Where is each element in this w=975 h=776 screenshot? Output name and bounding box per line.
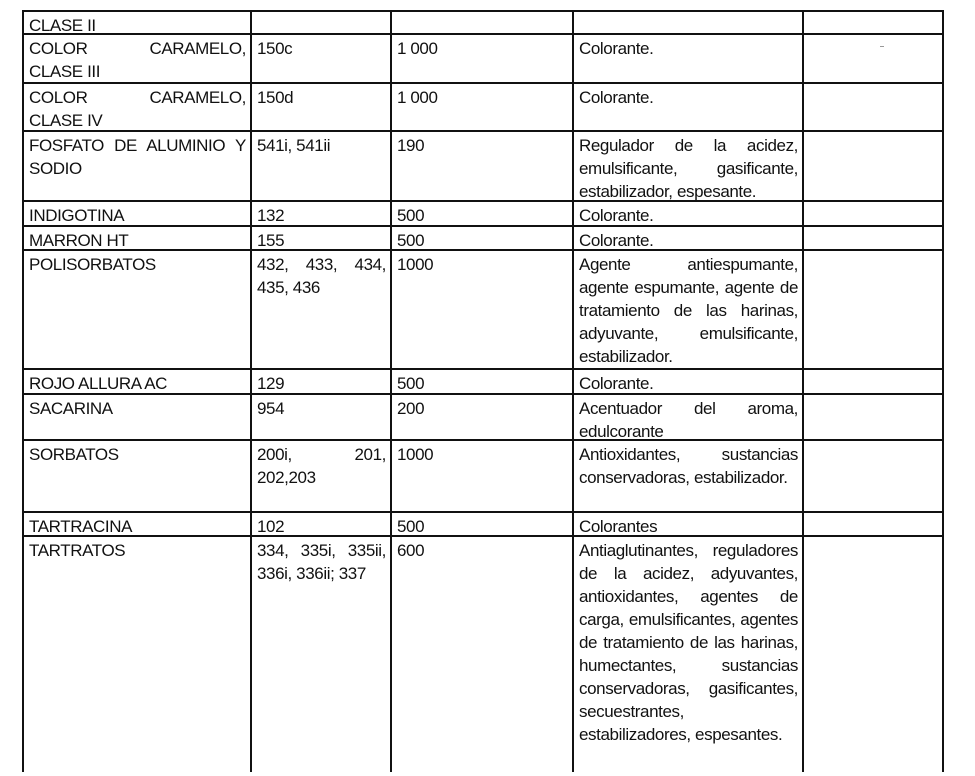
function-cell: Colorante. xyxy=(574,84,804,130)
empty-cell xyxy=(804,132,942,200)
function-cell: Antioxidantes, sustancias conservadoras, estabilizador. xyxy=(574,441,804,511)
table-row xyxy=(24,513,942,537)
additive-name-cell: FOSFATO DE ALUMINIO Y SODIO xyxy=(24,132,252,200)
empty-cell xyxy=(804,35,942,82)
max-level-cell xyxy=(392,12,574,33)
ins-number-cell: 200i, 201, 202,203 xyxy=(252,441,392,511)
table-row xyxy=(24,370,942,395)
empty-cell xyxy=(804,441,942,511)
additive-name-cell: ROJO ALLURA AC xyxy=(24,370,252,393)
table-row xyxy=(24,202,942,227)
ins-number-cell: 102 xyxy=(252,513,392,535)
table-row xyxy=(24,35,942,84)
scan-mark xyxy=(880,46,884,47)
function-cell: Colorante. xyxy=(574,370,804,393)
additive-name-cell: COLOR CARAMELO, CLASE IV xyxy=(24,84,252,130)
table-row xyxy=(24,132,942,202)
max-level-cell: 500 xyxy=(392,227,574,249)
ins-number-cell: 541i, 541ii xyxy=(252,132,392,200)
ins-number-cell: 432, 433, 434, 435, 436 xyxy=(252,251,392,368)
table-row xyxy=(24,395,942,441)
empty-cell xyxy=(804,395,942,439)
ins-number-cell xyxy=(252,12,392,33)
ins-number-cell: 129 xyxy=(252,370,392,393)
empty-cell xyxy=(804,513,942,535)
additives-table xyxy=(22,10,944,772)
max-level-cell: 1000 xyxy=(392,441,574,511)
max-level-cell: 600 xyxy=(392,537,574,772)
max-level-cell: 500 xyxy=(392,202,574,225)
ins-number-cell: 150d xyxy=(252,84,392,130)
ins-number-cell: 155 xyxy=(252,227,392,249)
table-row xyxy=(24,227,942,251)
ins-number-cell: 954 xyxy=(252,395,392,439)
additive-name-cell: SACARINA xyxy=(24,395,252,439)
additive-name-cell: CLASE II xyxy=(24,12,252,33)
max-level-cell: 1 000 xyxy=(392,84,574,130)
table-row xyxy=(24,441,942,513)
function-cell: Colorante. xyxy=(574,227,804,249)
empty-cell xyxy=(804,12,942,33)
function-cell: Colorantes xyxy=(574,513,804,535)
function-cell: Antiaglutinantes, reguladores de la acidez, adyuvantes, antioxidantes, agentes de carga, emulsificantes, agentes de tratamiento de las harinas, humectantes, sustancias conservadoras, gasificantes, secuestrantes, estabilizadores, espesantes. xyxy=(574,537,804,772)
max-level-cell: 500 xyxy=(392,513,574,535)
empty-cell xyxy=(804,84,942,130)
max-level-cell: 200 xyxy=(392,395,574,439)
table-row xyxy=(24,84,942,132)
ins-number-cell: 334, 335i, 335ii, 336i, 336ii; 337 xyxy=(252,537,392,772)
table-row xyxy=(24,12,942,35)
empty-cell xyxy=(804,251,942,368)
additive-name-cell: TARTRATOS xyxy=(24,537,252,772)
max-level-cell: 190 xyxy=(392,132,574,200)
max-level-cell: 1000 xyxy=(392,251,574,368)
empty-cell xyxy=(804,202,942,225)
max-level-cell: 500 xyxy=(392,370,574,393)
additive-name-cell: TARTRACINA xyxy=(24,513,252,535)
additive-name-cell: POLISORBATOS xyxy=(24,251,252,368)
additive-name-cell: COLOR CARAMELO, CLASE III xyxy=(24,35,252,82)
empty-cell xyxy=(804,537,942,772)
empty-cell xyxy=(804,227,942,249)
function-cell: Colorante. xyxy=(574,202,804,225)
additive-name-cell: INDIGOTINA xyxy=(24,202,252,225)
function-cell xyxy=(574,12,804,33)
ins-number-cell: 132 xyxy=(252,202,392,225)
empty-cell xyxy=(804,370,942,393)
max-level-cell: 1 000 xyxy=(392,35,574,82)
table-row xyxy=(24,251,942,370)
function-cell: Acentuador del aroma, edulcorante xyxy=(574,395,804,439)
function-cell: Regulador de la acidez, emulsificante, gasificante, estabilizador, espesante. xyxy=(574,132,804,200)
additive-name-cell: SORBATOS xyxy=(24,441,252,511)
function-cell: Agente antiespumante, agente espumante, agente de tratamiento de las harinas, adyuvante, emulsificante, estabilizador. xyxy=(574,251,804,368)
function-cell: Colorante. xyxy=(574,35,804,82)
table-row xyxy=(24,537,942,772)
ins-number-cell: 150c xyxy=(252,35,392,82)
additive-name-cell: MARRON HT xyxy=(24,227,252,249)
